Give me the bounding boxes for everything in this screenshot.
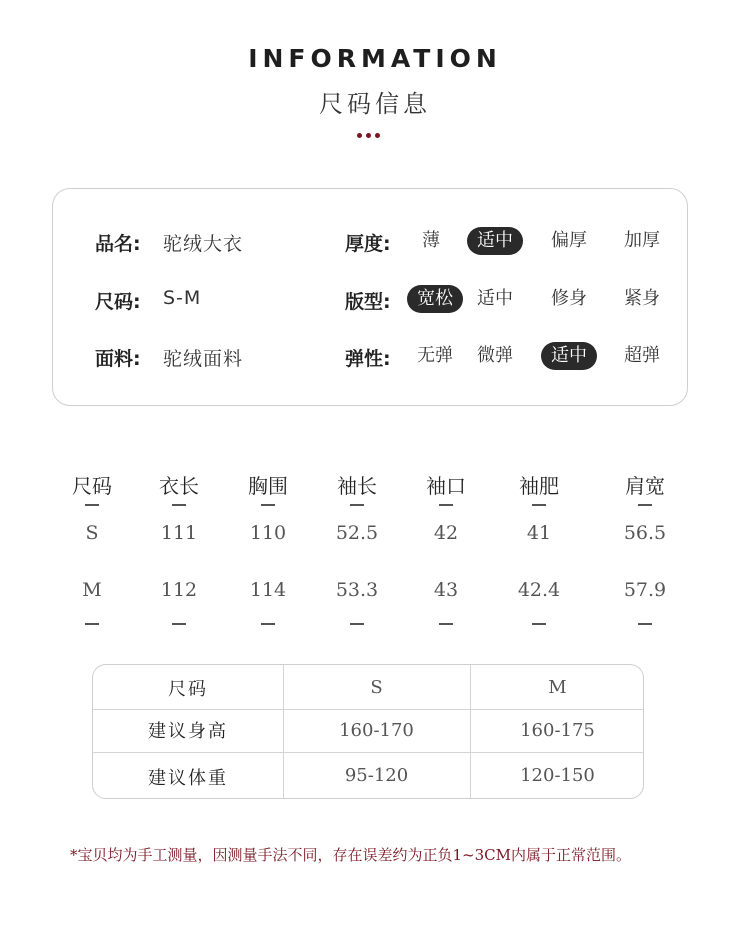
divider-dash (172, 504, 186, 506)
size-label: 尺码: (95, 291, 141, 313)
row-divider (93, 752, 643, 753)
table-cell: 114 (249, 579, 287, 601)
fit-option: 修身 (551, 288, 587, 309)
table-header-cell: 肩宽 (625, 474, 665, 498)
dot (375, 133, 380, 138)
table-header-cell: 衣长 (159, 474, 199, 498)
table-header-cell: 袖肥 (519, 474, 559, 498)
elasticity-option: 超弹 (624, 345, 660, 366)
elasticity-option: 微弹 (477, 345, 513, 366)
table-row-label: 建议身高 (148, 721, 228, 742)
divider-dash (638, 623, 652, 625)
table-row-label: 建议体重 (148, 768, 228, 789)
section-title: INFORMATION (248, 44, 502, 73)
table-cell: 42.4 (517, 579, 561, 601)
thickness-option: 偏厚 (551, 230, 587, 251)
divider-dash (638, 504, 652, 506)
size-measurement-table (0, 468, 750, 638)
table-cell: 120-150 (520, 765, 595, 786)
divider-dash (439, 623, 453, 625)
table-cell: 111 (160, 522, 198, 544)
divider-dash (439, 504, 453, 506)
divider-dash (261, 504, 275, 506)
decorative-dots (357, 133, 380, 138)
info-row-elasticity (53, 342, 687, 372)
info-row-fit (53, 285, 687, 315)
table-header-cell: 袖长 (337, 474, 377, 498)
fit-label: 版型: (345, 291, 391, 313)
thickness-option: 薄 (422, 230, 440, 251)
product-name-value: 驼绒大衣 (163, 233, 244, 255)
dot (366, 133, 371, 138)
size-value: S-M (163, 287, 202, 309)
fabric-label: 面料: (95, 348, 141, 370)
section-subtitle: 尺码信息 (319, 90, 431, 118)
product-info-card (52, 188, 688, 406)
dot (357, 133, 362, 138)
table-cell: S (85, 522, 99, 544)
divider-dash (532, 504, 546, 506)
table-cell: 160-175 (520, 720, 595, 741)
divider-dash (85, 623, 99, 625)
table-cell: 57.9 (623, 579, 667, 601)
table-header-cell: 袖口 (426, 474, 466, 498)
divider-dash (350, 504, 364, 506)
table-cell: 95-120 (344, 765, 409, 786)
info-row-thickness (53, 227, 687, 257)
table-cell: 42 (433, 522, 459, 544)
table-cell: 43 (433, 579, 459, 601)
fit-option: 紧身 (624, 288, 660, 309)
divider-dash (85, 504, 99, 506)
elasticity-option: 无弹 (417, 345, 453, 366)
table-cell: 53.3 (335, 579, 379, 601)
table-cell: 160-170 (339, 720, 414, 741)
divider-dash (532, 623, 546, 625)
table-header-cell: 尺码 (168, 679, 208, 700)
row-divider (93, 709, 643, 710)
table-cell: 52.5 (335, 522, 379, 544)
fit-option: 宽松 (407, 285, 463, 313)
thickness-label: 厚度: (345, 233, 391, 255)
fabric-value: 驼绒面料 (163, 348, 244, 370)
fit-option: 适中 (477, 288, 513, 309)
table-header-cell: M (548, 677, 567, 698)
table-header-cell: S (370, 677, 383, 698)
divider-dash (261, 623, 275, 625)
table-header-cell: 尺码 (72, 474, 112, 498)
table-cell: 41 (526, 522, 552, 544)
table-cell: 110 (249, 522, 287, 544)
thickness-option: 适中 (467, 227, 523, 255)
product-name-label: 品名: (95, 233, 141, 255)
divider-dash (172, 623, 186, 625)
table-header-cell: 胸围 (248, 474, 288, 498)
recommendation-table (92, 664, 644, 799)
table-cell: 112 (160, 579, 198, 601)
divider-dash (350, 623, 364, 625)
elasticity-option: 适中 (541, 342, 597, 370)
table-cell: 56.5 (623, 522, 667, 544)
elasticity-label: 弹性: (345, 348, 391, 370)
table-cell: M (82, 579, 102, 601)
thickness-option: 加厚 (624, 230, 660, 251)
measurement-footnote: *宝贝均为手工测量，因测量手法不同，存在误差约为正负1~3CM内属于正常范围。 (70, 846, 631, 864)
